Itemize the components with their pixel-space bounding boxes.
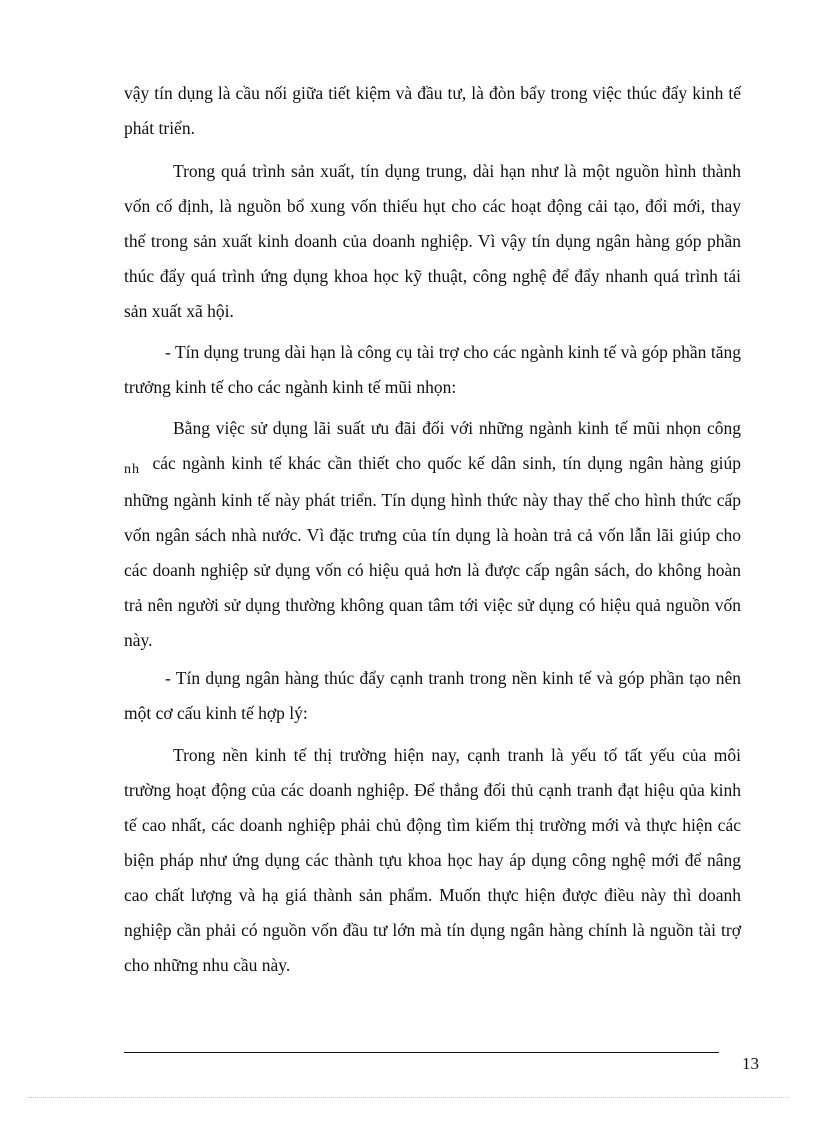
bullet-heading-1: - Tín dụng trung dài hạn là công cụ tài trợ cho các ngành kinh tế và góp phần tăng trưởng kinh tế cho các ngành kinh tế mũi nhọn:	[124, 342, 741, 397]
paragraph-3-body: các ngành kinh tế khác cần thiết cho quốc kế dân sinh, tín dụng ngân hàng giúp những ngành kinh tế này phát triển. Tín dụng hình thức này thay thế cho hình thức cấp vốn ngân sách nhà nước. Vì đặc trưng của tín dụng là hoàn trả cả vốn lẫn lãi giúp cho các doanh nghiệp sử dụng vốn có hiệu quả hơn là được cấp ngân sách, do không hoàn trả nên người sử dụng thường không quan tâm tới việc sử dụng có hiệu quả nguồn vốn này.	[124, 453, 741, 650]
paragraph-1: vậy tín dụng là cầu nối giữa tiết kiệm và đầu tư, là đòn bẩy trong việc thúc đẩy kinh tế phát triển.	[124, 83, 741, 138]
paragraph-2: Trong quá trình sản xuất, tín dụng trung, dài hạn như là một nguồn hình thành vốn cố định, là nguồn bổ xung vốn thiếu hụt cho các hoạt động cải tạo, đổi mới, thay thế trong sản xuất kinh doanh của doanh nghiệp. Vì vậy tín dụng ngân hàng góp phần thúc đẩy quá trình ứng dụng khoa học kỹ thuật, công nghệ để đẩy nhanh quá trình tái sản xuất xã hội.	[124, 161, 741, 321]
paragraph-3-line-1: Bằng việc sử dụng lãi suất ưu đãi đối với những ngành kinh tế mũi nhọn	[173, 418, 702, 438]
bullet-heading-2: - Tín dụng ngân hàng thúc đẩy cạnh tranh trong nền kinh tế và góp phần tạo nên một cơ cấu kinh tế hợp lý:	[124, 668, 741, 723]
paragraph-3-prefix: công	[706, 418, 742, 438]
paragraph-3	[124, 411, 741, 658]
page-number: 13	[742, 1054, 759, 1073]
paragraph-3-subscript: nh	[124, 462, 140, 477]
paragraph-4: Trong nền kinh tế thị trường hiện nay, cạnh tranh là yếu tố tất yếu của môi trường hoạt động của các doanh nghiệp. Để thắng đối thủ cạnh tranh đạt hiệu qủa kinh tế cao nhất, các doanh nghiệp phải chủ động tìm kiếm thị trường mới và thực hiện các biện pháp như ứng dụng các thành tựu khoa học hay áp dụng công nghệ mới để nâng cao chất lượng và hạ giá thành sản phẩm. Muốn thực hiện được điều này thì doanh nghiệp cần phải có nguồn vốn đầu tư lớn mà tín dụng ngân hàng chính là nguồn tài trợ cho những nhu cầu này.	[124, 745, 741, 975]
page-bottom-edge	[28, 1097, 788, 1098]
footer-rule	[124, 1052, 719, 1053]
